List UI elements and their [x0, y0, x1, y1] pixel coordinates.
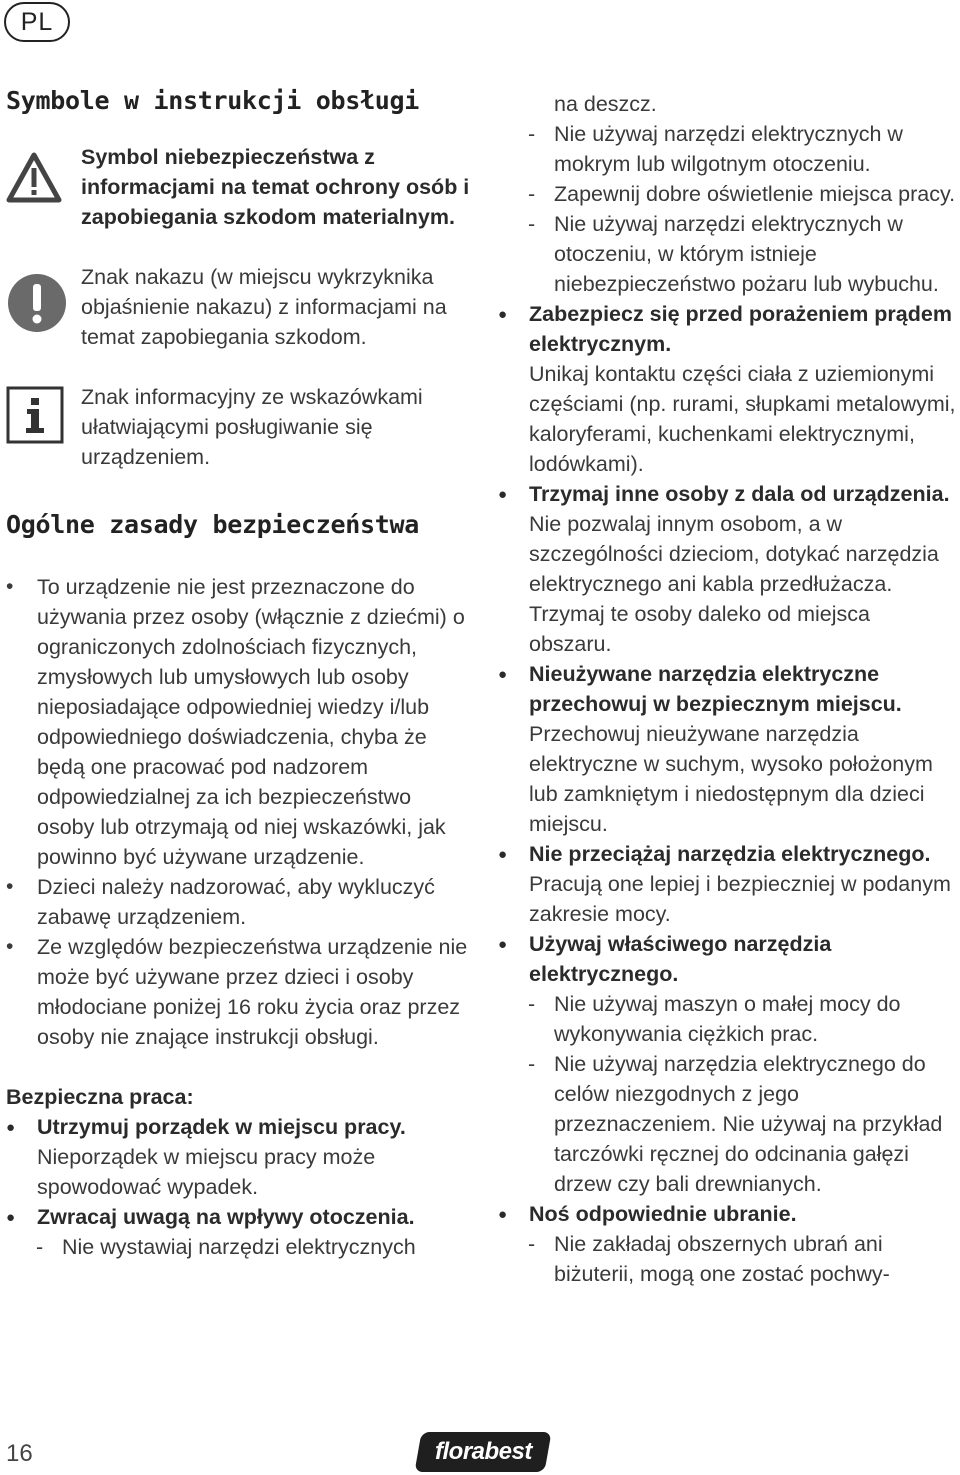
list-item — [498, 839, 958, 929]
item-title: ● Nie przeciążaj narzędzia elektrycznego. — [529, 842, 931, 866]
symbols-heading: Symbole w instrukcji obsługi — [6, 86, 420, 115]
right-safety-list — [498, 299, 958, 989]
page-number: 16 — [6, 1440, 33, 1467]
dash-item: - Nie wystawiaj narzędzi elektrycznych — [6, 1232, 472, 1262]
exclamation-circle-icon — [6, 272, 68, 334]
dash-item: - Nie zakładaj obszernych ubrań ani biżuterii, mogą one zostać pochwy- — [498, 1229, 958, 1289]
brand-logo-text: florabest — [434, 1438, 532, 1465]
warning-triangle-icon — [6, 152, 62, 204]
dash-item: - Nie używaj narzędzi elektrycznych w mokrym lub wilgotnym otoczeniu. — [498, 119, 958, 179]
safe-work-list — [6, 1112, 472, 1232]
item-text: Pracują one lepiej i bezpieczniej w podanym zakresie mocy. — [529, 872, 951, 926]
safe-work-heading: Bezpieczna praca: — [6, 1085, 194, 1109]
symbol-row-warning — [6, 142, 472, 232]
list-item — [6, 1112, 472, 1202]
list-item — [6, 1202, 472, 1232]
language-badge: PL — [4, 2, 70, 42]
info-icon — [6, 386, 64, 444]
brand-logo — [414, 1432, 551, 1472]
item-title: ● Zabezpiecz się przed porażeniem prądem elektrycznym. — [529, 302, 952, 356]
item-title: ● Nieużywane narzędzia elektryczne przechowuj w bezpiecznym miejscu. — [529, 662, 902, 716]
list-item: • To urządzenie nie jest przeznaczone do używania przez osoby (włącznie z dziećmi) o ograniczonych zdolnościach fizycznych, zmysłowych lub umysłowych lub osoby nieposiadające odpowiedniej wiedzy i/lub odpowiedniego doświadczenia, chyba że będą one pracować pod nadzorem odpowiedzialnej za ich bezpieczeństwo osoby lub otrzymają od niej wskazówki, jak powinno być używane urządzenie. — [6, 572, 472, 872]
item-text: Nie pozwalaj innym osobom, a w szczególności dzieciom, dotykać narzędzia elektrycznego ani kabla przedłużacza. Trzymaj te osoby daleko od miejsca obszaru. — [529, 512, 939, 656]
continued-line: na deszcz. — [554, 92, 657, 116]
right-column — [498, 89, 958, 1289]
item-title: ● Używaj właściwego narzędzia elektrycznego. — [529, 932, 832, 986]
symbol-warning-text: Symbol niebezpieczeństwa z informacjami na temat ochrony osób i zapobiegania szkodom materialnym. — [81, 145, 470, 229]
item-text: Unikaj kontaktu części ciała z uziemionymi częściami (np. rurami, słupkami metalowymi, kaloryferami, kuchenkami elektrycznymi, lodówkami). — [529, 362, 956, 476]
symbol-mandatory-text: Znak nakazu (w miejscu wykrzyknika objaśnienie nakazu) z informacjami na temat zapobiegania szkodom. — [81, 265, 447, 349]
symbol-row-info — [6, 382, 472, 472]
symbol-row-mandatory — [6, 262, 472, 352]
dash-item: - Nie używaj narzędzi elektrycznych w otoczeniu, w którym istnieje niebezpieczeństwo pożaru lub wybuchu. — [498, 209, 958, 299]
item-text: Nieporządek w miejscu pracy może spowodować wypadek. — [37, 1145, 376, 1199]
right-safety-list-2 — [498, 1199, 958, 1229]
item-text: Przechowuj nieużywane narzędzia elektryczne w suchym, wysoko położonym lub zamkniętym i niedostępnym dla dzieci miejscu. — [529, 722, 933, 836]
item-title: ● Noś odpowiednie ubranie. — [529, 1202, 797, 1226]
item-title: ● Trzymaj inne osoby z dala od urządzenia. — [529, 482, 950, 506]
general-safety-heading: Ogólne zasady bezpieczeństwa — [6, 510, 420, 539]
list-item — [498, 659, 958, 839]
list-item: • Ze względów bezpieczeństwa urządzenie nie może być używane przez dzieci i osoby młodociane poniżej 16 roku życia oraz przez osoby nie znające instrukcji obsługi. — [6, 932, 472, 1052]
list-item — [498, 929, 958, 989]
item-title: ● Zwracaj uwagą na wpływy otoczenia. — [37, 1205, 415, 1229]
list-item: • Dzieci należy nadzorować, aby wykluczyć zabawę urządzeniem. — [6, 872, 472, 932]
list-item — [498, 299, 958, 479]
general-rules-list — [6, 572, 472, 1052]
dash-item: - Zapewnij dobre oświetlenie miejsca pracy. — [498, 179, 958, 209]
item-title: ● Utrzymuj porządek w miejscu pracy. — [37, 1115, 406, 1139]
list-item — [498, 479, 958, 659]
left-column — [6, 84, 472, 1262]
dash-item: - Nie używaj maszyn o małej mocy do wykonywania ciężkich prac. — [498, 989, 958, 1049]
dash-item: - Nie używaj narzędzia elektrycznego do celów niezgodnych z jego przeznaczeniem. Nie używaj na przykład tarczówki ręcznej do odcinania gałęzi drzew czy bali drewnianych. — [498, 1049, 958, 1199]
list-item — [498, 1199, 958, 1229]
symbol-info-text: Znak informacyjny ze wskazówkami ułatwiającymi posługiwanie się urządzeniem. — [81, 385, 423, 469]
